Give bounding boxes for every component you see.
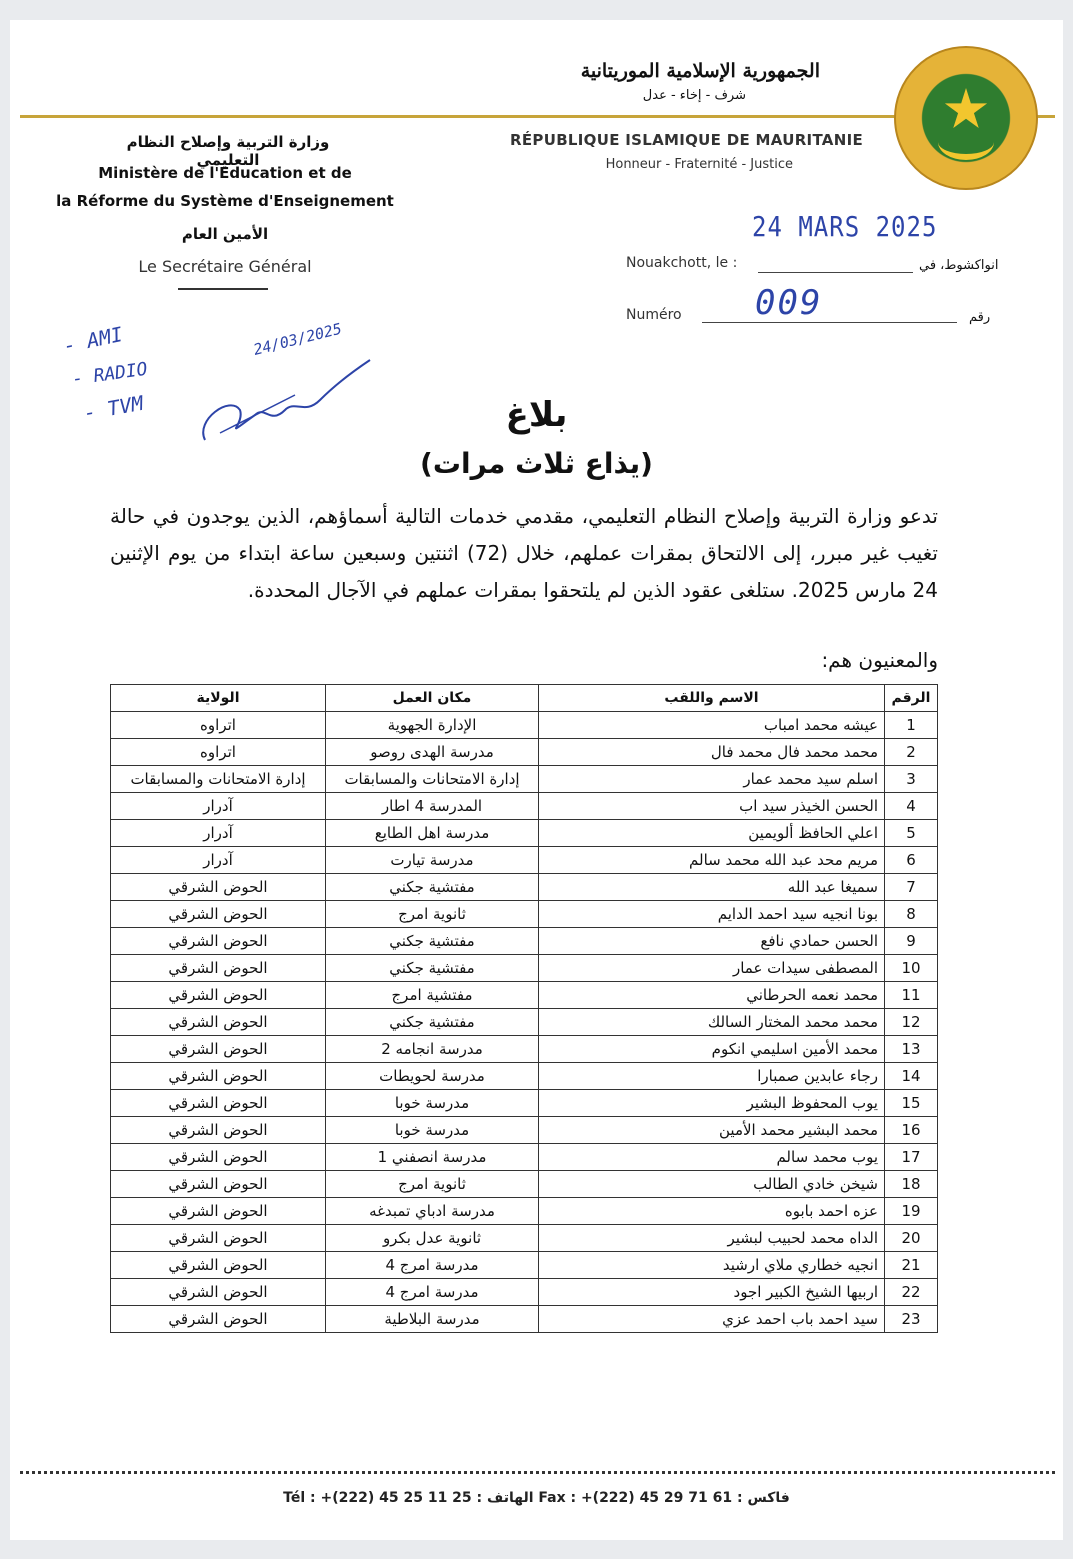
row-workplace: ثانوية امرج — [326, 1171, 539, 1198]
row-wilaya: الحوض الشرقي — [111, 955, 326, 982]
row-number: 21 — [885, 1252, 938, 1279]
row-number: 13 — [885, 1036, 938, 1063]
table-row — [111, 1252, 938, 1279]
handwritten-number: 009 — [755, 283, 823, 323]
secretary-underline — [178, 288, 268, 290]
row-wilaya: الحوض الشرقي — [111, 1063, 326, 1090]
row-workplace: مدرسة ادباي تمبدغه — [326, 1198, 539, 1225]
row-wilaya: اتراوه — [111, 739, 326, 766]
table-row — [111, 712, 938, 739]
row-name: محمد نعمه الحرطاني — [539, 982, 885, 1009]
row-number: 20 — [885, 1225, 938, 1252]
absentees-table — [110, 684, 938, 1333]
national-seal-logo — [894, 46, 1038, 190]
row-workplace: مدرسة انجامه 2 — [326, 1036, 539, 1063]
row-name: محمد محمد فال محمد فال — [539, 739, 885, 766]
table-row — [111, 928, 938, 955]
row-name: رجاء عابدين صمبارا — [539, 1063, 885, 1090]
header-number: الرقم — [885, 685, 938, 712]
row-number: 11 — [885, 982, 938, 1009]
row-workplace: مفتشية جكني — [326, 874, 539, 901]
header-wilaya: الولاية — [111, 685, 326, 712]
row-workplace: مدرسة خوبا — [326, 1117, 539, 1144]
row-name: سميغا عبد الله — [539, 874, 885, 901]
row-workplace: مفتشية جكني — [326, 928, 539, 955]
row-wilaya: الحوض الشرقي — [111, 1090, 326, 1117]
row-number: 8 — [885, 901, 938, 928]
french-motto: Honneur - Fraternité - Justice — [605, 157, 793, 172]
table-row — [111, 1117, 938, 1144]
row-wilaya: الحوض الشرقي — [111, 1279, 326, 1306]
number-line — [702, 322, 957, 323]
row-wilaya: آدرار — [111, 793, 326, 820]
row-name: الداه محمد لحبيب لبشير — [539, 1225, 885, 1252]
table-row — [111, 793, 938, 820]
row-wilaya: الحوض الشرقي — [111, 1171, 326, 1198]
row-number: 3 — [885, 766, 938, 793]
row-number: 15 — [885, 1090, 938, 1117]
seal-crescent-icon — [938, 124, 994, 160]
row-name: عزه احمد بابوه — [539, 1198, 885, 1225]
row-wilaya: إدارة الامتحانات والمسابقات — [111, 766, 326, 793]
row-wilaya: الحوض الشرقي — [111, 1036, 326, 1063]
row-workplace: ثانوية امرج — [326, 901, 539, 928]
number-label: Numéro — [626, 307, 682, 323]
table-row — [111, 1063, 938, 1090]
row-workplace: مدرسة اهل الطايع — [326, 820, 539, 847]
arabic-republic-title: الجمهورية الإسلامية الموريتانية — [580, 60, 820, 82]
row-number: 22 — [885, 1279, 938, 1306]
row-workplace: مدرسة لحويطات — [326, 1063, 539, 1090]
row-name: محمد البشير محمد الأمين — [539, 1117, 885, 1144]
row-number: 17 — [885, 1144, 938, 1171]
handwriting-line-1: - AMI — [61, 321, 125, 358]
row-number: 18 — [885, 1171, 938, 1198]
row-number: 23 — [885, 1306, 938, 1333]
row-name: سيد احمد باب احمد عزي — [539, 1306, 885, 1333]
row-workplace: الإدارة الجهوية — [326, 712, 539, 739]
table-row — [111, 847, 938, 874]
row-name: يوب محمد سالم — [539, 1144, 885, 1171]
row-wilaya: الحوض الشرقي — [111, 1252, 326, 1279]
table-row — [111, 1306, 938, 1333]
row-name: اسلم سيد محمد عمار — [539, 766, 885, 793]
table-row — [111, 1171, 938, 1198]
row-number: 12 — [885, 1009, 938, 1036]
table-row — [111, 1279, 938, 1306]
french-secretary-general: Le Secrétaire Général — [138, 257, 312, 276]
row-name: اربيها الشيخ الكبير اجود — [539, 1279, 885, 1306]
french-ministry-line-2: la Réforme du Système d'Enseignement — [56, 192, 394, 210]
row-name: بونا انجيه سيد احمد الدايم — [539, 901, 885, 928]
header-name: الاسم واللقب — [539, 685, 885, 712]
row-name: محمد محمد المختار السالك — [539, 1009, 885, 1036]
french-ministry-name — [50, 159, 400, 215]
french-republic-title: RÉPUBLIQUE ISLAMIQUE DE MAURITANIE — [510, 131, 863, 149]
row-name: يوب المحفوظ البشير — [539, 1090, 885, 1117]
header-workplace: مكان العمل — [326, 685, 539, 712]
row-workplace: ثانوية عدل بكرو — [326, 1225, 539, 1252]
row-wilaya: الحوض الشرقي — [111, 1306, 326, 1333]
row-wilaya: آدرار — [111, 847, 326, 874]
row-workplace: مدرسة انصفني 1 — [326, 1144, 539, 1171]
row-name: شيخن خادي الطالب — [539, 1171, 885, 1198]
row-number: 16 — [885, 1117, 938, 1144]
row-name: محمد الأمين اسليمي انكوم — [539, 1036, 885, 1063]
date-stamp: 24 MARS 2025 — [752, 210, 938, 244]
row-workplace: مفتشية امرج — [326, 982, 539, 1009]
row-wilaya: اتراوه — [111, 712, 326, 739]
footer-divider — [20, 1471, 1055, 1474]
number-label-ar: رقم — [969, 310, 991, 325]
row-wilaya: الحوض الشرقي — [111, 1009, 326, 1036]
arabic-secretary-general: الأمين العام — [181, 225, 269, 243]
row-name: الحسن حمادي نافع — [539, 928, 885, 955]
row-workplace: مفتشية جكني — [326, 1009, 539, 1036]
table-row — [111, 982, 938, 1009]
row-number: 10 — [885, 955, 938, 982]
row-workplace: مدرسة امرج 4 — [326, 1279, 539, 1306]
row-workplace: مدرسة تيارت — [326, 847, 539, 874]
table-row — [111, 739, 938, 766]
handwriting-line-2: - RADIO — [70, 358, 149, 390]
handwriting-line-3: - TVM — [81, 390, 146, 425]
document-page — [10, 20, 1063, 1540]
row-workplace: مدرسة امرج 4 — [326, 1252, 539, 1279]
row-workplace: مدرسة البلاطية — [326, 1306, 539, 1333]
table-row — [111, 1090, 938, 1117]
french-ministry-line-1: Ministère de l'Education et de — [98, 164, 352, 182]
place-date-label-ar: انواكشوط، في — [919, 258, 999, 273]
table-row — [111, 955, 938, 982]
handwriting-date: 24/03/2025 — [251, 319, 344, 359]
place-date-line — [758, 272, 913, 273]
table-row — [111, 874, 938, 901]
row-workplace: إدارة الامتحانات والمسابقات — [326, 766, 539, 793]
row-wilaya: الحوض الشرقي — [111, 1144, 326, 1171]
concerned-label: والمعنيون هم: — [821, 648, 938, 672]
row-name: عيشه محمد امباب — [539, 712, 885, 739]
row-number: 4 — [885, 793, 938, 820]
row-workplace: مدرسة خوبا — [326, 1090, 539, 1117]
table-row — [111, 1144, 938, 1171]
notice-title: بلاغ — [505, 395, 568, 435]
row-number: 6 — [885, 847, 938, 874]
row-number: 2 — [885, 739, 938, 766]
notice-subtitle: (يذاع ثلاث مرات) — [420, 447, 653, 480]
row-number: 1 — [885, 712, 938, 739]
row-number: 9 — [885, 928, 938, 955]
table-row — [111, 901, 938, 928]
arabic-motto: شرف - إخاء - عدل — [642, 88, 746, 103]
row-wilaya: الحوض الشرقي — [111, 982, 326, 1009]
row-wilaya: الحوض الشرقي — [111, 1198, 326, 1225]
table-row — [111, 1036, 938, 1063]
row-wilaya: الحوض الشرقي — [111, 874, 326, 901]
row-name: الحسن الخيذر سيد اب — [539, 793, 885, 820]
table-row — [111, 820, 938, 847]
row-name: انجيه خطاري ملاي ارشيد — [539, 1252, 885, 1279]
row-wilaya: آدرار — [111, 820, 326, 847]
contact-footer: Tél : +(222) 45 25 11 25 : الهاتف Fax : +(222) 45 29 71 61 : فاكس — [283, 1490, 790, 1506]
row-workplace: مدرسة الهدى روصو — [326, 739, 539, 766]
table-row — [111, 1198, 938, 1225]
row-name: اعلي الحافظ ألويمين — [539, 820, 885, 847]
table-row — [111, 766, 938, 793]
row-name: مريم محد عبد الله محمد سالم — [539, 847, 885, 874]
row-number: 5 — [885, 820, 938, 847]
row-wilaya: الحوض الشرقي — [111, 901, 326, 928]
notice-paragraph: تدعو وزارة التربية وإصلاح النظام التعليمي، مقدمي خدمات التالية أسماؤهم، الذين يوجدون في حالة تغيب غير مبرر، إلى الالتحاق بمقرات عملهم، خلال (72) اثنتين وسبعين ساعة ابتداء من يوم الإثنين 24 مارس 2025. ستلغى عقود الذين لم يلتحقوا بمقرات عملهم في الآجال المحددة. — [110, 504, 938, 602]
row-number: 14 — [885, 1063, 938, 1090]
row-wilaya: الحوض الشرقي — [111, 1225, 326, 1252]
row-number: 19 — [885, 1198, 938, 1225]
row-workplace: مفتشية جكني — [326, 955, 539, 982]
row-number: 7 — [885, 874, 938, 901]
row-wilaya: الحوض الشرقي — [111, 1117, 326, 1144]
table-header-row — [111, 685, 938, 712]
place-date-label: Nouakchott, le : — [626, 255, 738, 271]
row-wilaya: الحوض الشرقي — [111, 928, 326, 955]
row-workplace: المدرسة 4 اطار — [326, 793, 539, 820]
table-row — [111, 1009, 938, 1036]
table-row — [111, 1225, 938, 1252]
row-name: المصطفى سيدات عمار — [539, 955, 885, 982]
arabic-ministry-name: وزارة التربية وإصلاح النظام التعليمي — [126, 133, 330, 169]
